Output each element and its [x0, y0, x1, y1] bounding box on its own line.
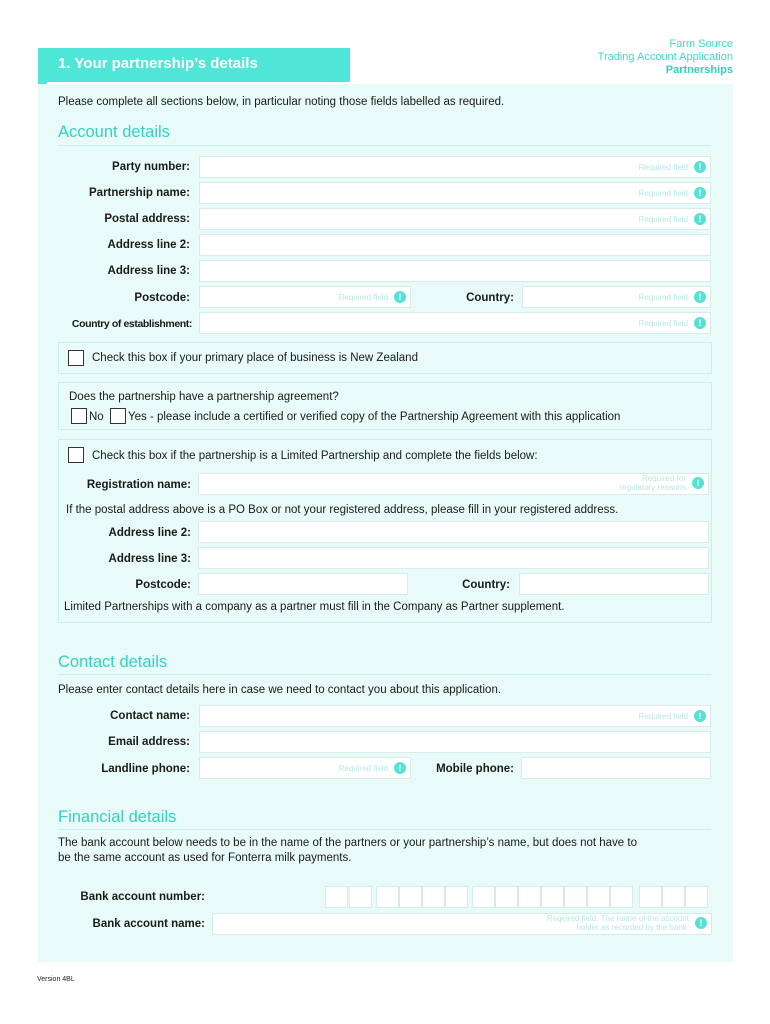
partnership-name-label: Partnership name:: [89, 187, 190, 199]
bank-digit-box[interactable]: [639, 886, 662, 908]
required-indicator: Required field !: [339, 291, 406, 303]
nz-business-box: [58, 342, 712, 374]
bank-digit-box[interactable]: [518, 886, 541, 908]
bank-digit-box[interactable]: [325, 886, 348, 908]
country-field[interactable]: [522, 286, 711, 308]
required-indicator: Required field !: [639, 317, 706, 329]
info-icon: !: [692, 477, 704, 489]
section-title: 1. Your partnership’s details: [58, 55, 258, 72]
country-of-establishment-field[interactable]: [199, 312, 711, 334]
info-icon: !: [394, 291, 406, 303]
limited-partnership-checkbox[interactable]: [68, 447, 84, 463]
address-line3-field[interactable]: [199, 260, 711, 282]
financial-intro-line1: The bank account below needs to be in the name of the partners or your partnership’s name, but does not have to: [58, 837, 637, 849]
address-line2-field[interactable]: [199, 234, 711, 256]
agreement-no-checkbox[interactable]: [71, 408, 87, 424]
bank-digit-box[interactable]: [445, 886, 468, 908]
brand-block: [598, 38, 733, 77]
bank-account-name-label: Bank account name:: [92, 918, 205, 930]
postal-address-field[interactable]: [199, 208, 711, 230]
mobile-phone-field[interactable]: [521, 757, 711, 779]
lp-address-line2-label: Address line 2:: [108, 527, 191, 539]
lp-postcode-field[interactable]: [198, 573, 408, 595]
bank-digit-box[interactable]: [587, 886, 610, 908]
lp-address-line2-field[interactable]: [198, 521, 709, 543]
bank-digit-box[interactable]: [610, 886, 633, 908]
limited-partnership-text: Check this box if the partnership is a Limited Partnership and complete the fields below:: [92, 450, 538, 462]
required-indicator: Required field !: [639, 710, 706, 722]
info-icon: !: [694, 291, 706, 303]
required-indicator: Required field !: [639, 213, 706, 225]
info-icon: !: [394, 762, 406, 774]
brand-line2: Trading Account Application: [597, 51, 733, 63]
form-panel: [38, 84, 733, 962]
registration-name-field[interactable]: [198, 473, 709, 495]
agreement-no-label: No: [89, 411, 104, 423]
financial-details-heading: Financial details: [58, 808, 177, 826]
address-line2-label: Address line 2:: [107, 239, 190, 251]
info-icon: !: [694, 710, 706, 722]
registration-name-label: Registration name:: [86, 479, 191, 491]
nz-business-text: Check this box if your primary place of business is New Zealand: [92, 352, 418, 364]
agreement-yes-checkbox[interactable]: [110, 408, 126, 424]
bank-account-number-label: Bank account number:: [80, 891, 205, 903]
required-indicator: Required field !: [639, 291, 706, 303]
info-icon: !: [694, 213, 706, 225]
lp-country-field[interactable]: [519, 573, 709, 595]
postcode-label: Postcode:: [134, 292, 190, 304]
company-partner-note: Limited Partnerships with a company as a partner must fill in the Company as Partner supplement.: [64, 601, 565, 613]
account-heading-rule: [58, 145, 711, 146]
version-label: Version 4BL: [37, 976, 75, 983]
email-address-label: Email address:: [108, 736, 190, 748]
country-of-establishment-label: Country of establishment:: [71, 318, 192, 330]
required-indicator: Required field. The name of the account holder as recorded by the bank. !: [547, 914, 707, 932]
lp-address-line3-field[interactable]: [198, 547, 709, 569]
account-details-heading: Account details: [58, 123, 170, 141]
bank-digit-box[interactable]: [472, 886, 495, 908]
landline-phone-label: Landline phone:: [101, 763, 190, 775]
bank-account-number-field[interactable]: [325, 886, 712, 908]
contact-name-label: Contact name:: [110, 710, 190, 722]
partnership-name-field[interactable]: [199, 182, 711, 204]
bank-digit-box[interactable]: [541, 886, 564, 908]
agreement-yes-label: Yes - please include a certified or verified copy of the Partnership Agreement with this application: [128, 411, 621, 423]
postal-address-label: Postal address:: [104, 213, 190, 225]
lp-country-label: Country:: [462, 579, 510, 591]
lp-postcode-label: Postcode:: [135, 579, 191, 591]
party-number-field[interactable]: [199, 156, 711, 178]
financial-heading-rule: [58, 829, 711, 830]
intro-text: Please complete all sections below, in particular noting those fields labelled as required.: [58, 96, 505, 108]
bank-digit-box[interactable]: [376, 886, 399, 908]
info-icon: !: [694, 161, 706, 173]
mobile-phone-label: Mobile phone:: [436, 763, 514, 775]
info-icon: !: [694, 317, 706, 329]
required-indicator: Required field !: [639, 187, 706, 199]
required-indicator: Required field !: [339, 762, 406, 774]
bank-digit-box[interactable]: [564, 886, 587, 908]
contact-name-field[interactable]: [199, 705, 711, 727]
contact-details-heading: Contact details: [58, 653, 168, 671]
bank-digit-box[interactable]: [662, 886, 685, 908]
required-indicator: Required for regulatory reasons !: [620, 474, 704, 492]
bank-digit-box[interactable]: [685, 886, 708, 908]
nz-business-checkbox[interactable]: [68, 350, 84, 366]
contact-intro: Please enter contact details here in case we need to contact you about this application.: [58, 684, 502, 696]
postcode-field[interactable]: [199, 286, 411, 308]
landline-phone-field[interactable]: [199, 757, 411, 779]
country-label: Country:: [466, 292, 514, 304]
bank-digit-box[interactable]: [495, 886, 518, 908]
bank-digit-box[interactable]: [399, 886, 422, 908]
brand-line1: Farm Source: [669, 38, 733, 50]
required-indicator: Required field !: [639, 161, 706, 173]
info-icon: !: [695, 917, 707, 929]
agreement-question: Does the partnership have a partnership agreement?: [69, 391, 339, 403]
bank-digit-box[interactable]: [422, 886, 445, 908]
info-icon: !: [694, 187, 706, 199]
email-address-field[interactable]: [199, 731, 711, 753]
contact-heading-rule: [58, 674, 711, 675]
address-line3-label: Address line 3:: [107, 265, 190, 277]
brand-line3: Partnerships: [665, 64, 733, 76]
financial-intro-line2: be the same account as used for Fonterra milk payments.: [58, 852, 352, 864]
partnership-agreement-box: [58, 382, 712, 430]
po-box-note: If the postal address above is a PO Box or not your registered address, please fill in your registered address.: [66, 504, 619, 516]
limited-partnership-box: [58, 439, 712, 623]
party-number-label: Party number:: [112, 161, 190, 173]
bank-digit-box[interactable]: [349, 886, 372, 908]
bank-account-name-field[interactable]: [212, 913, 712, 935]
section-title-tab: [38, 48, 350, 82]
lp-address-line3-label: Address line 3:: [108, 553, 191, 565]
